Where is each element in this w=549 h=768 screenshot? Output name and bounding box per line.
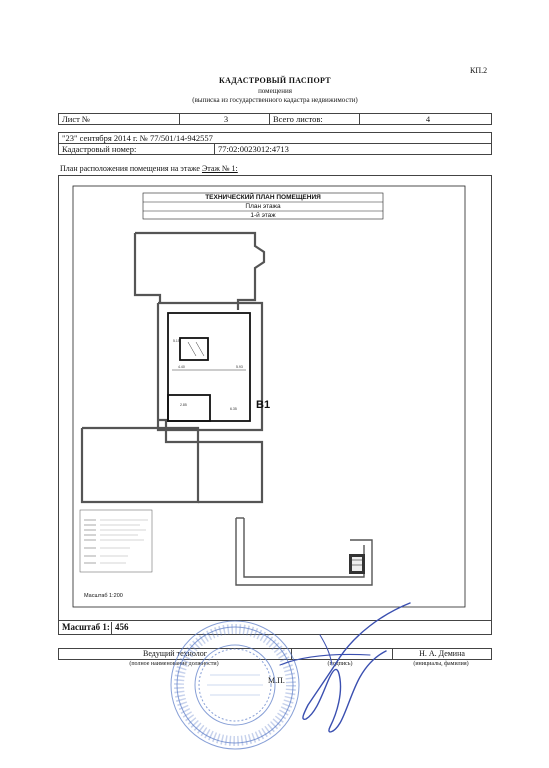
plan-floor-label: 1-й этаж bbox=[250, 212, 276, 219]
position-caption: (полное наименование должности) bbox=[129, 661, 219, 667]
svg-text:2.85: 2.85 bbox=[180, 403, 187, 407]
plan-scale-text: Масштаб 1:200 bbox=[84, 593, 123, 599]
position-text: Ведущий технолог bbox=[143, 649, 207, 658]
room-label: В1 bbox=[256, 399, 271, 411]
signer-name: Н. А. Демина bbox=[419, 649, 465, 658]
handwritten-signature bbox=[260, 595, 430, 745]
sheet-number: 3 bbox=[179, 114, 269, 124]
plan-caption-text: План расположения помещения на этаже bbox=[60, 164, 200, 173]
svg-text:5.93: 5.93 bbox=[236, 365, 243, 369]
document-date-number: "23" сентября 2014 г. № 77/501/14-942557 bbox=[62, 133, 213, 143]
svg-text:5.15: 5.15 bbox=[173, 339, 180, 343]
document-note: (выписка из государственного кадастра недвижимости) bbox=[192, 96, 358, 104]
name-caption: (инициалы, фамилия) bbox=[413, 661, 469, 667]
scale-label: Масштаб 1: bbox=[62, 622, 110, 632]
plan-title: ТЕХНИЧЕСКИЙ ПЛАН ПОМЕЩЕНИЯ bbox=[205, 194, 321, 201]
form-code: КП.2 bbox=[470, 66, 488, 75]
stamp-place-label: М.П. bbox=[268, 676, 285, 685]
total-sheets-number: 4 bbox=[359, 114, 493, 124]
plan-subtitle: План этажа bbox=[245, 203, 281, 210]
svg-text:6.35: 6.35 bbox=[230, 407, 237, 411]
svg-text:4.40: 4.40 bbox=[178, 365, 185, 369]
sheet-label: Лист № bbox=[62, 114, 91, 124]
document-title: КАДАСТРОВЫЙ ПАСПОРТ bbox=[219, 76, 331, 85]
cadastral-number: 77:02:0023012:4713 bbox=[214, 144, 493, 154]
total-sheets-label: Всего листов: bbox=[269, 114, 359, 124]
plan-caption-floor: Этаж № 1: bbox=[201, 164, 238, 173]
signature-caption: (подпись) bbox=[327, 661, 353, 667]
cadastral-label: Кадастровый номер: bbox=[62, 144, 137, 154]
document-subtitle: помещения bbox=[258, 87, 292, 95]
scale-value: 456 bbox=[111, 622, 129, 634]
